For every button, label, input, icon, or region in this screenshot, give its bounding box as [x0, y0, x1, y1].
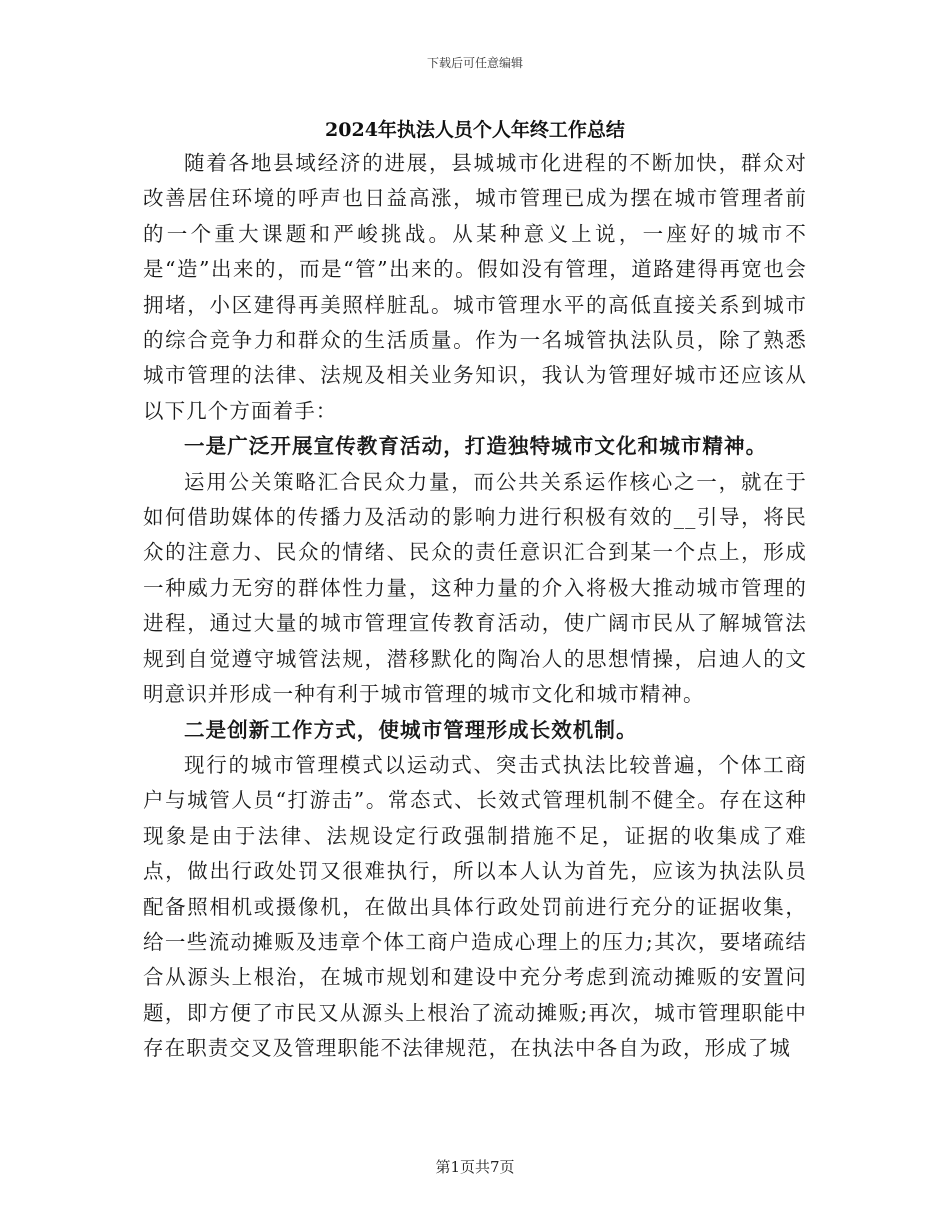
paragraph-section-2: 现行的城市管理模式以运动式、突击式执法比较普遍，个体工商户与城管人员“打游击”。常态式、长效式管理机制不健全。存在这种现象是由于法律、法规设定行政强制措施不足，证据的收集成了难点，做出行政处罚又很难执行，所以本人认为首先，应该为执法队员配备照相机或摄像机，在做出具体行政处罚前进行充分的证据收集，给一些流动摊贩及违章个体工商户造成心理上的压力;其次，要堵疏结合从源头上根治，在城市规划和建设中充分考虑到流动摊贩的安置问题，即方便了市民又从源头上根治了流动摊贩;再次，城市管理职能中存在职责交叉及管理职能不法律规范，在执法中各自为政，形成了城	[143, 752, 807, 1061]
section-heading-1: 一是广泛开展宣传教育活动，打造独特城市文化和城市精神。	[184, 434, 768, 459]
page-number-footer: 第1页共7页	[435, 1158, 515, 1176]
header-note: 下载后可任意编辑	[426, 56, 523, 70]
document-title: 2024年执法人员个人年终工作总结	[325, 119, 625, 141]
section-heading-2: 二是创新工作方式，使城市管理形成长效机制。	[184, 717, 638, 742]
document-body	[143, 146, 807, 1067]
paragraph-section-1: 运用公关策略汇合民众力量，而公共关系运作核心之一，就在于如何借助媒体的传播力及活动的影响力进行积极有效的__引导，将民众的注意力、民众的情绪、民众的责任意识汇合到某一个点上，形成一种威力无穷的群体性力量，这种力量的介入将极大推动城市管理的进程，通过大量的城市管理宣传教育活动，使广阔市民从了解城管法规到自觉遵守城管法规，潜移默化的陶冶人的思想情操，启迪人的文明意识并形成一种有利于城市管理的城市文化和城市精神。	[143, 469, 807, 707]
paragraph-intro: 随着各地县域经济的进展，县城城市化进程的不断加快，群众对改善居住环境的呼声也日益高涨，城市管理已成为摆在城市管理者前的一个重大课题和严峻挑战。从某种意义上说，一座好的城市不是“造”出来的，而是“管”出来的。假如没有管理，道路建得再宽也会拥堵，小区建得再美照样脏乱。城市管理水平的高低直接关系到城市的综合竞争力和群众的生活质量。作为一名城管执法队员，除了熟悉城市管理的法律、法规及相关业务知识，我认为管理好城市还应该从以下几个方面着手：	[143, 151, 807, 423]
